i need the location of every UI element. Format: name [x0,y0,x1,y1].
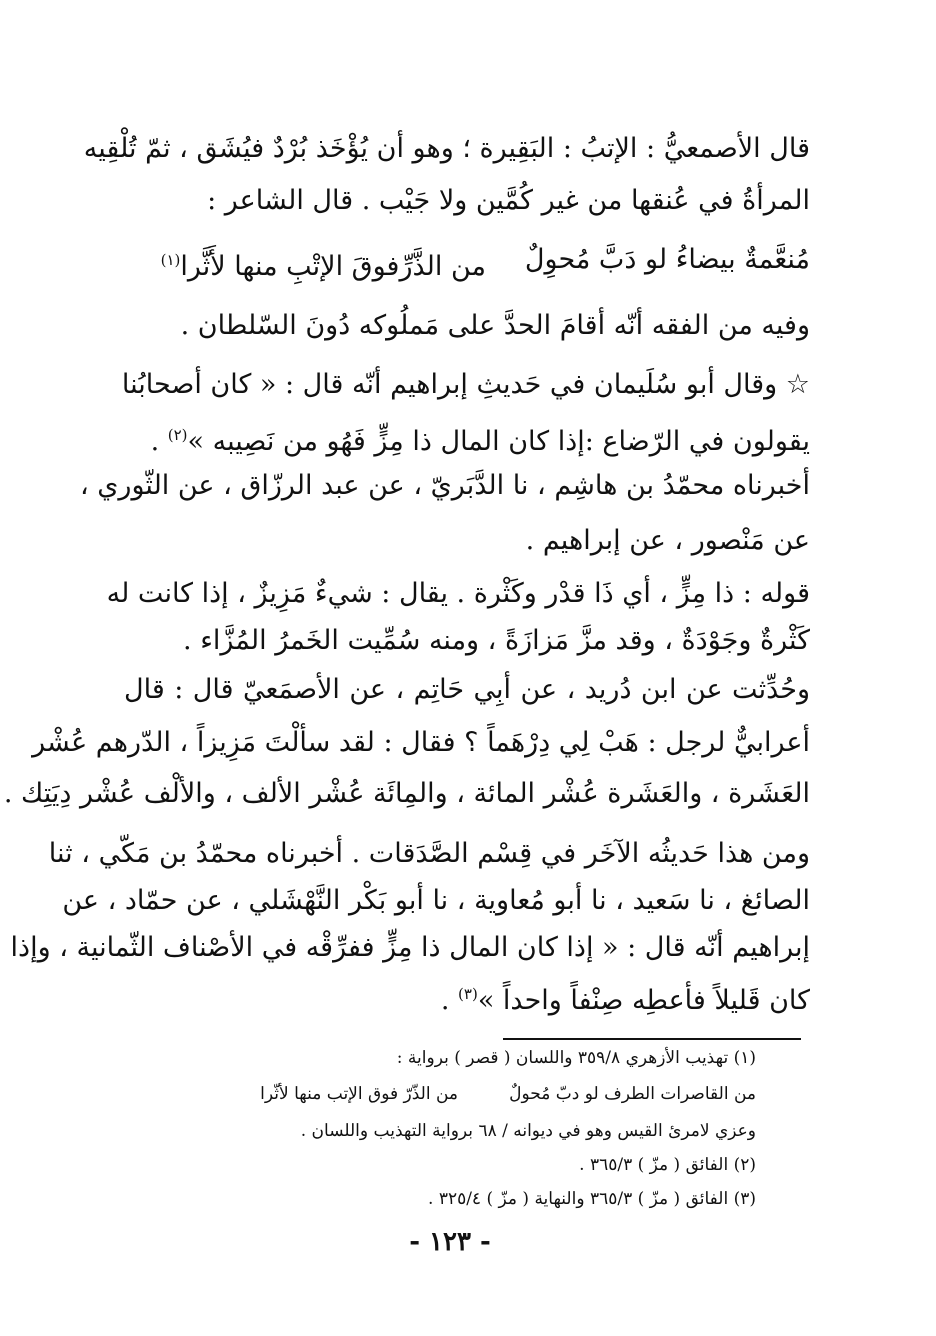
paragraph-line-9: كَثْرةٌ وجَوْدَةٌ ، وقد مزَّ مَزازَةً ، ومنه سُمِّيت الخَمرُ المُزَّاء . [183,625,810,656]
footnote-1-line-1: (١) تهذيب الأزهري ٣٥٩/٨ واللسان ( قصر ) برواية : [396,1048,756,1068]
footnote-3: (٣) الفائق ( مزّ ) ٣٦٥/٣ والنهاية ( مزّ ) ٣٢٥/٤ . [428,1189,756,1209]
paragraph-line-5-dot: . [150,426,160,457]
footnote-2: (٢) الفائق ( مزّ ) ٣٦٥/٣ . [579,1155,756,1175]
paragraph-line-8: قوله : ذا مِزٍّ ، أي ذَا قدْر وكَثْرة . يقال : شيءٌ مَزِيزٌ ، إذا كانت له [106,578,810,609]
footnote-mark-2: (٢) [167,426,188,444]
paragraph-line-7: عن مَنْصور ، عن إبراهيم . [525,525,810,556]
paragraph-line-16-text: كان قَليلاً فأعطِه صِنْفاً واحداً » [477,985,810,1016]
footnote-1-line-3: وعزي لامرئ القيس وهو في ديوانه / ٦٨ برواية التهذيب واللسان . [300,1121,756,1141]
paragraph-line-2: المرأةُ في عُنقها من غير كُمَّين ولا جَيْب . قال الشاعر : [207,185,810,216]
footnote-1-verse-first: من القاصرات الطرف لو دبّ مُحولٌ [509,1084,756,1104]
paragraph-line-11: أعرابيٌّ لرجل : هَبْ لِي دِرْهَماً ؟ فقال : لقد سألْتَ مَزِيزاً ، الدّرهم عُشْر [32,727,810,758]
paragraph-line-4: ☆ وقال أبو سُلَيمان في حَديثِ إبراهيم أنّه قال : « كان أصحابُنا [121,369,810,400]
paragraph-line-10: وحُدِّثت عن ابن دُريد ، عن أبِي حَاتِم ، عن الأصمَعيّ قال : قال [124,674,810,705]
footnote-1-verse-second: من الذّرّ فوق الإتب منها لأثّرا [260,1084,458,1104]
paragraph-line-5 [124,413,810,464]
verse-second-text: من الذَّرِّفوقَ الإتْبِ منها لأَثَّرا [180,251,486,282]
footnote-mark-1: (١) [160,251,181,269]
footnote-separator [503,1038,801,1040]
paragraph-line-15: إبراهيم أنّه قال : « إذا كان المال ذا مِزٍّ ففرِّقْه في الأصْناف الثّمانية ، وإذا [10,932,810,963]
paragraph-line-14: الصائغ ، نا سَعيد ، نا أبو مُعاوية ، نا أبو بَكْر النَّهْشَلي ، عن حمّاد ، عن [62,885,810,916]
paragraph-line-13: ومن هذا حَديثُه الآخَر في قِسْم الصَّدَقات . أخبرناه محمّدُ بن مَكّي ، ثنا [48,838,810,869]
verse-second-hemistich [161,238,486,289]
paragraph-line-1: قال الأصمعيُّ : الإتبُ : البَقِيرة ؛ وهو أن يُؤْخَذ بُرْدٌ فيُشَق ، ثمّ تُلْقِيه [83,133,810,164]
paragraph-line-12: العَشَرة ، والعَشَرة عُشْر المائة ، والمِائَة عُشْر الألف ، والألْف عُشْر دِيَتِك . [3,778,810,809]
paragraph-line-5-text: يقولون في الرّضاع :إذا كان المال ذا مِزٍّ فَهُو من نَصِيبه » [187,426,810,457]
paragraph-line-16-dot: . [440,985,450,1016]
paragraph-line-16 [124,972,810,1023]
footnote-mark-3: (٣) [458,985,478,1003]
page-number: - ١٢٣ - [409,1227,491,1257]
paragraph-line-6: أخبرناه محمّدُ بن هاشِم ، نا الدَّبَريّ ، عن عبد الرزّاق ، عن الثّوري ، [80,470,810,501]
paragraph-line-3: وفيه من الفقه أنّه أقامَ الحدَّ على مَملُوكه دُونَ السّلطان . [180,310,810,341]
verse-first-hemistich: مُنعَّمةٌ بيضاءُ لو دَبَّ مُحوِلٌ [524,244,810,275]
